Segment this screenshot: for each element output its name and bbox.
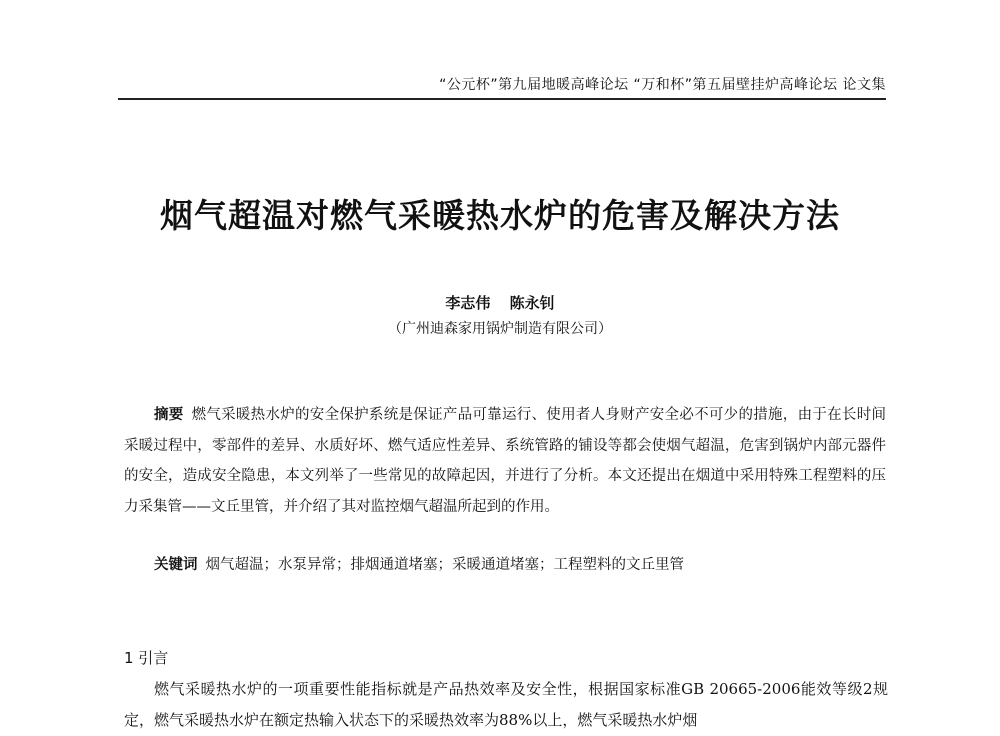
abstract-indent: [124, 407, 154, 423]
running-header: “公元杯”第九届地暖高峰论坛 “万和杯”第五届壁挂炉高峰论坛 论文集: [439, 77, 886, 93]
authors: 李志伟 陈永钊: [445, 294, 555, 312]
body-indent: [124, 680, 154, 698]
paper-title: 烟气超温对燃气采暖热水炉的危害及解决方法: [160, 196, 840, 235]
keywords-text: 烟气超温；水泵异常；排烟通道堵塞；采暖通道堵塞；工程塑料的文丘里管: [205, 557, 684, 573]
section-body: [124, 674, 888, 736]
section-body-text: 燃气采暖热水炉的一项重要性能指标就是产品热效率及安全性，根据国家标准GB 20665-2006能效等级2规定，燃气采暖热水炉在额定热输入状态下的采暖热效率为88%以上，燃气采暖热水炉烟: [124, 680, 888, 729]
header-rule: [118, 98, 886, 100]
affiliation: （广州迪森家用锅炉制造有限公司）: [388, 321, 612, 337]
abstract-label: 摘要: [154, 407, 184, 423]
section-heading: 1 引言: [124, 649, 169, 667]
keywords: [154, 553, 894, 577]
abstract: [124, 400, 886, 522]
keywords-label: 关键词: [154, 557, 198, 573]
abstract-text: 燃气采暖热水炉的安全保护系统是保证产品可靠运行、使用者人身财产安全必不可少的措施，由于在长时间采暖过程中，零部件的差异、水质好坏、燃气适应性差异、系统管路的铺设等都会使烟气超温，危害到锅炉内部元器件的安全，造成安全隐患，本文列举了一些常见的故障起因，并进行了分析。本文还提出在烟道中采用特殊工程塑料的压力采集管——文丘里管，并介绍了其对监控烟气超温所起到的作用。: [124, 407, 886, 515]
